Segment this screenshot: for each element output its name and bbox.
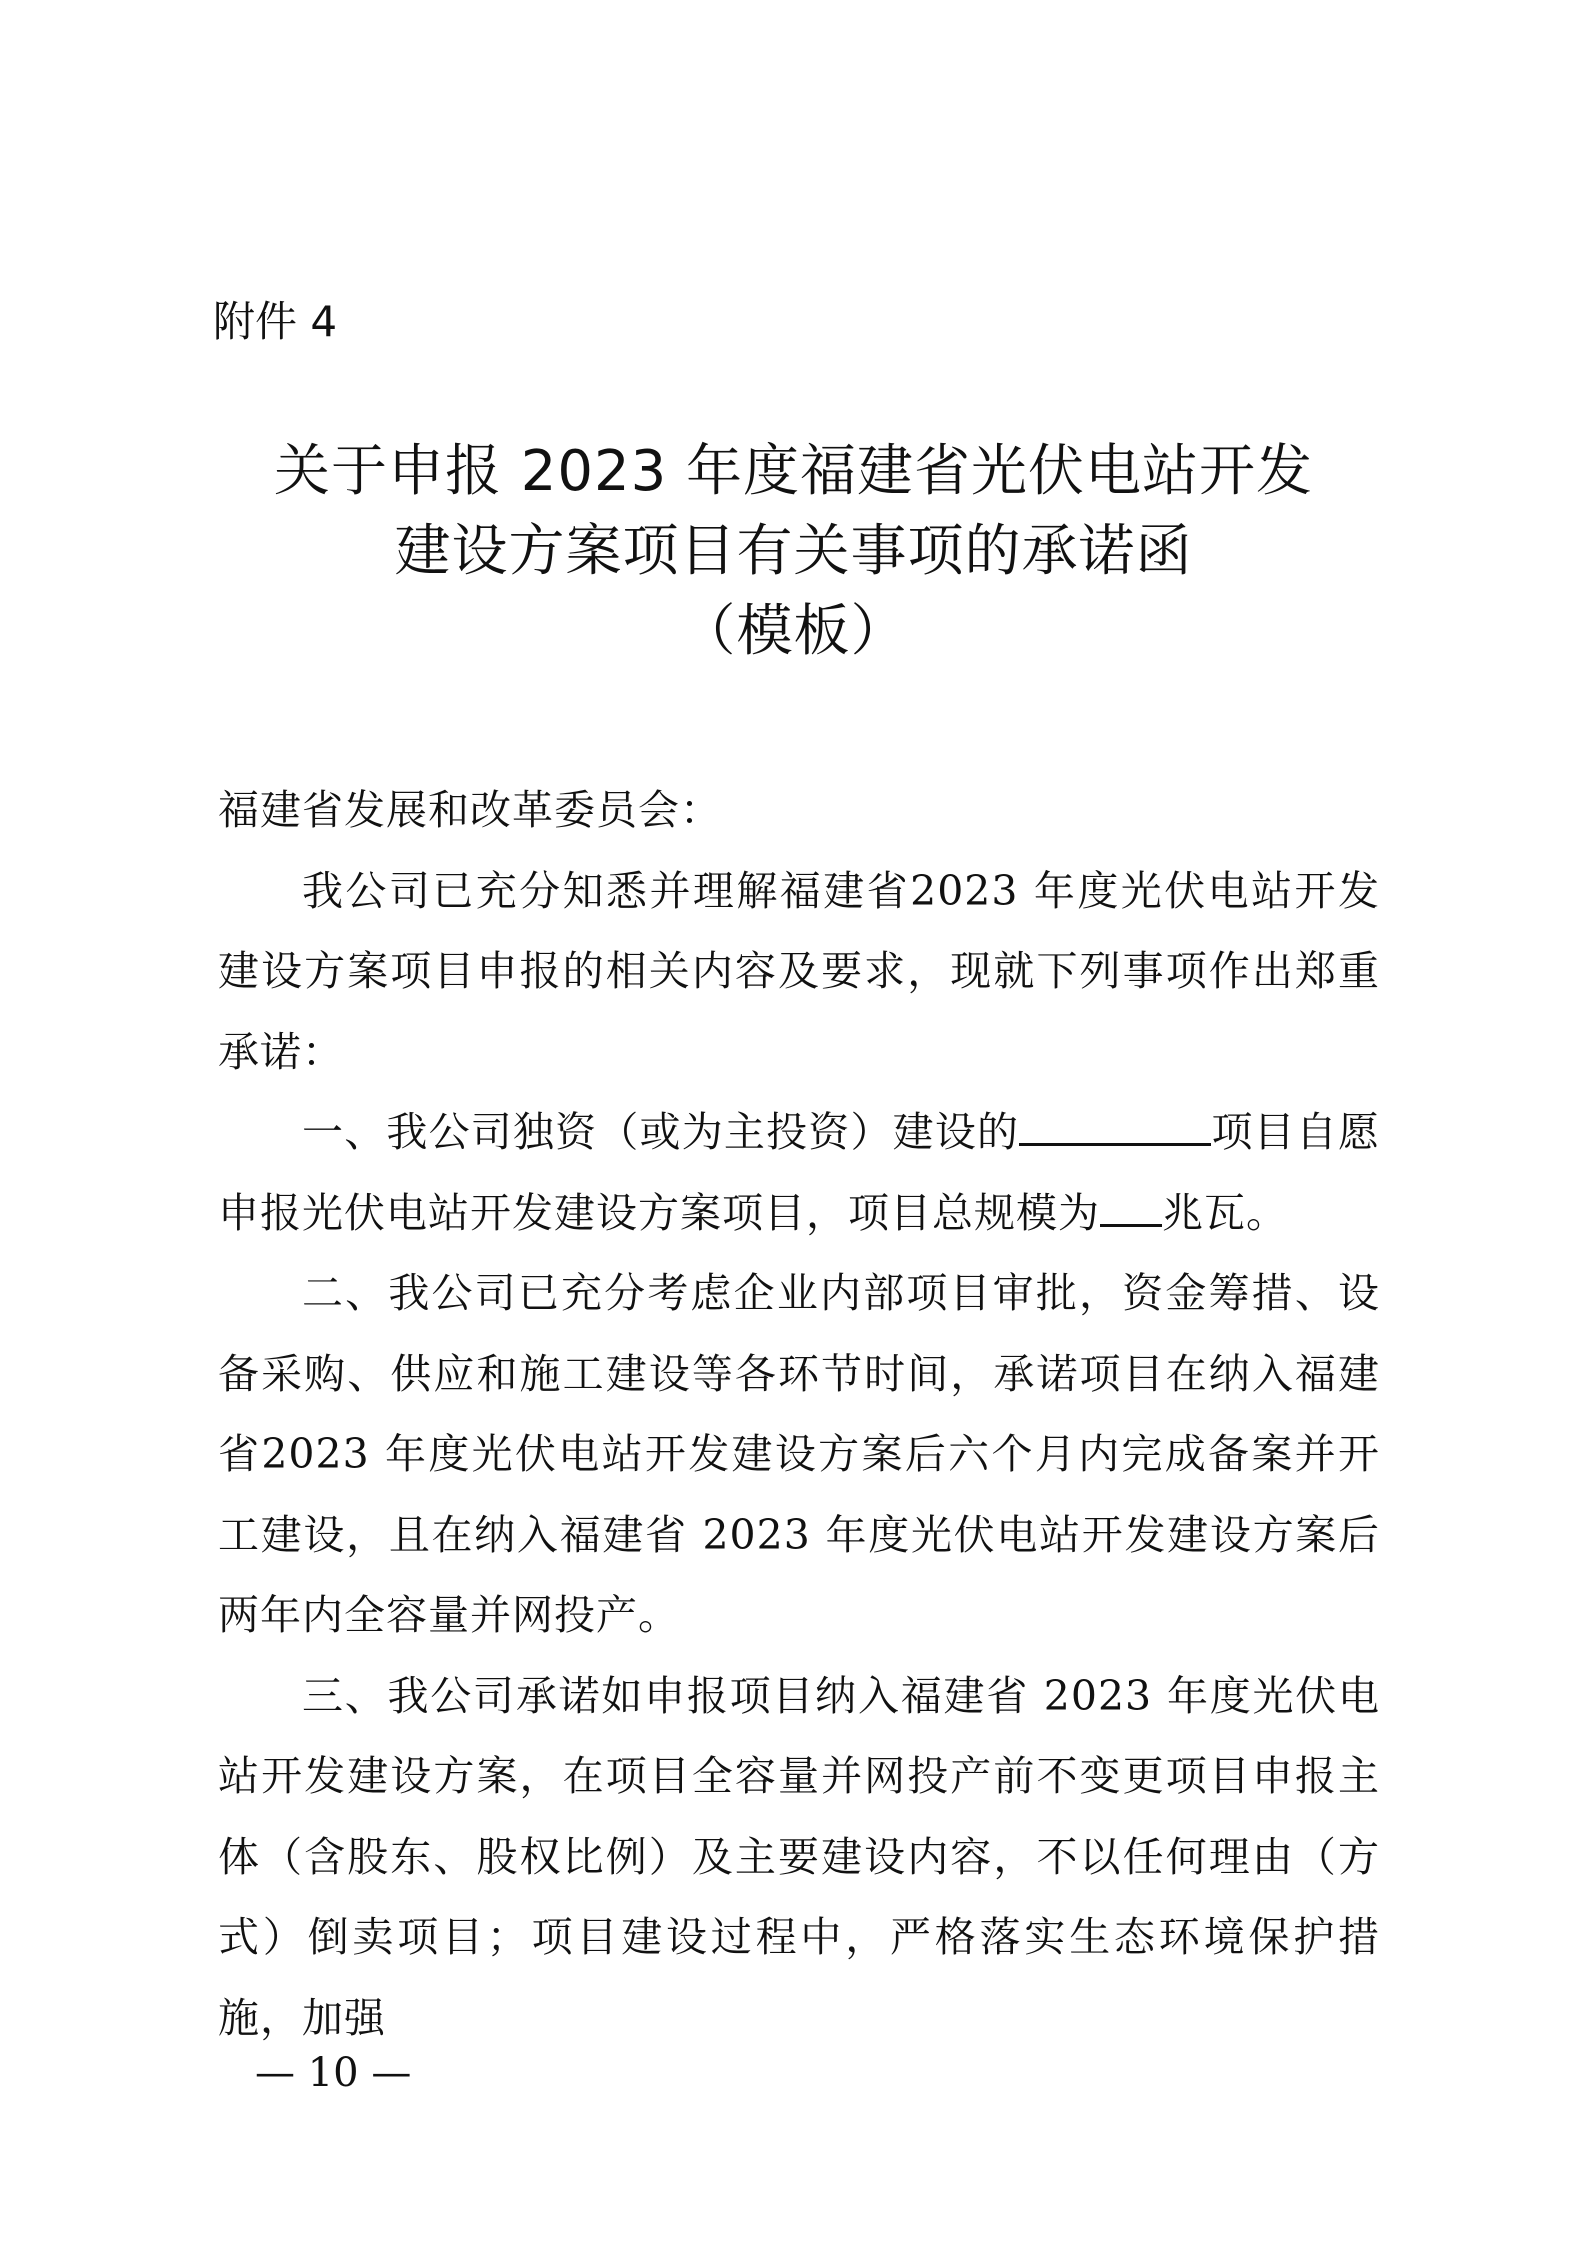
page-number: — 10 — — [255, 2050, 412, 2096]
title-line-3: （模板） — [679, 599, 908, 664]
letter-body — [218, 770, 1380, 2058]
item1-text-b: 项目自愿申报光伏电站开发建设方案项目，项目总规模为 — [218, 1108, 1381, 1237]
salutation: 福建省发展和改革委员会： — [218, 786, 722, 834]
commitment-item-1 — [218, 1092, 1380, 1253]
intro-paragraph: 我公司已充分知悉并理解福建省2023 年度光伏电站开发建设方案项目申报的相关内容及要求，现就下列事项作出郑重承诺： — [218, 866, 1380, 1076]
commitment-item-3: 三、我公司承诺如申报项目纳入福建省 2023 年度光伏电站开发建设方案，在项目全容量并网投产前不变更项目申报主体（含股东、股权比例）及主要建设内容，不以任何理由（方式）倒卖项目；项目建设过程中，严格落实生态环境保护措施，加强 — [218, 1671, 1380, 2042]
item1-text-c: 兆瓦。 — [1162, 1188, 1288, 1237]
project-name-blank — [1019, 1107, 1211, 1146]
title-line-1: 关于申报 2023 年度福建省光伏电站开发 — [273, 439, 1314, 504]
capacity-blank — [1100, 1188, 1162, 1227]
item1-text-a: 一、我公司独资（或为主投资）建设的 — [302, 1108, 1020, 1156]
attachment-label: 附件 4 — [213, 297, 338, 346]
document-title — [0, 432, 1587, 672]
commitment-item-2: 二、我公司已充分考虑企业内部项目审批，资金筹措、设备采购、供应和施工建设等各环节时间，承诺项目在纳入福建省2023 年度光伏电站开发建设方案后六个月内完成备案并开工建设，且在纳入福建省 2023 年度光伏电站开发建设方案后两年内全容量并网投产。 — [218, 1269, 1380, 1639]
title-line-2: 建设方案项目有关事项的承诺函 — [394, 519, 1193, 584]
